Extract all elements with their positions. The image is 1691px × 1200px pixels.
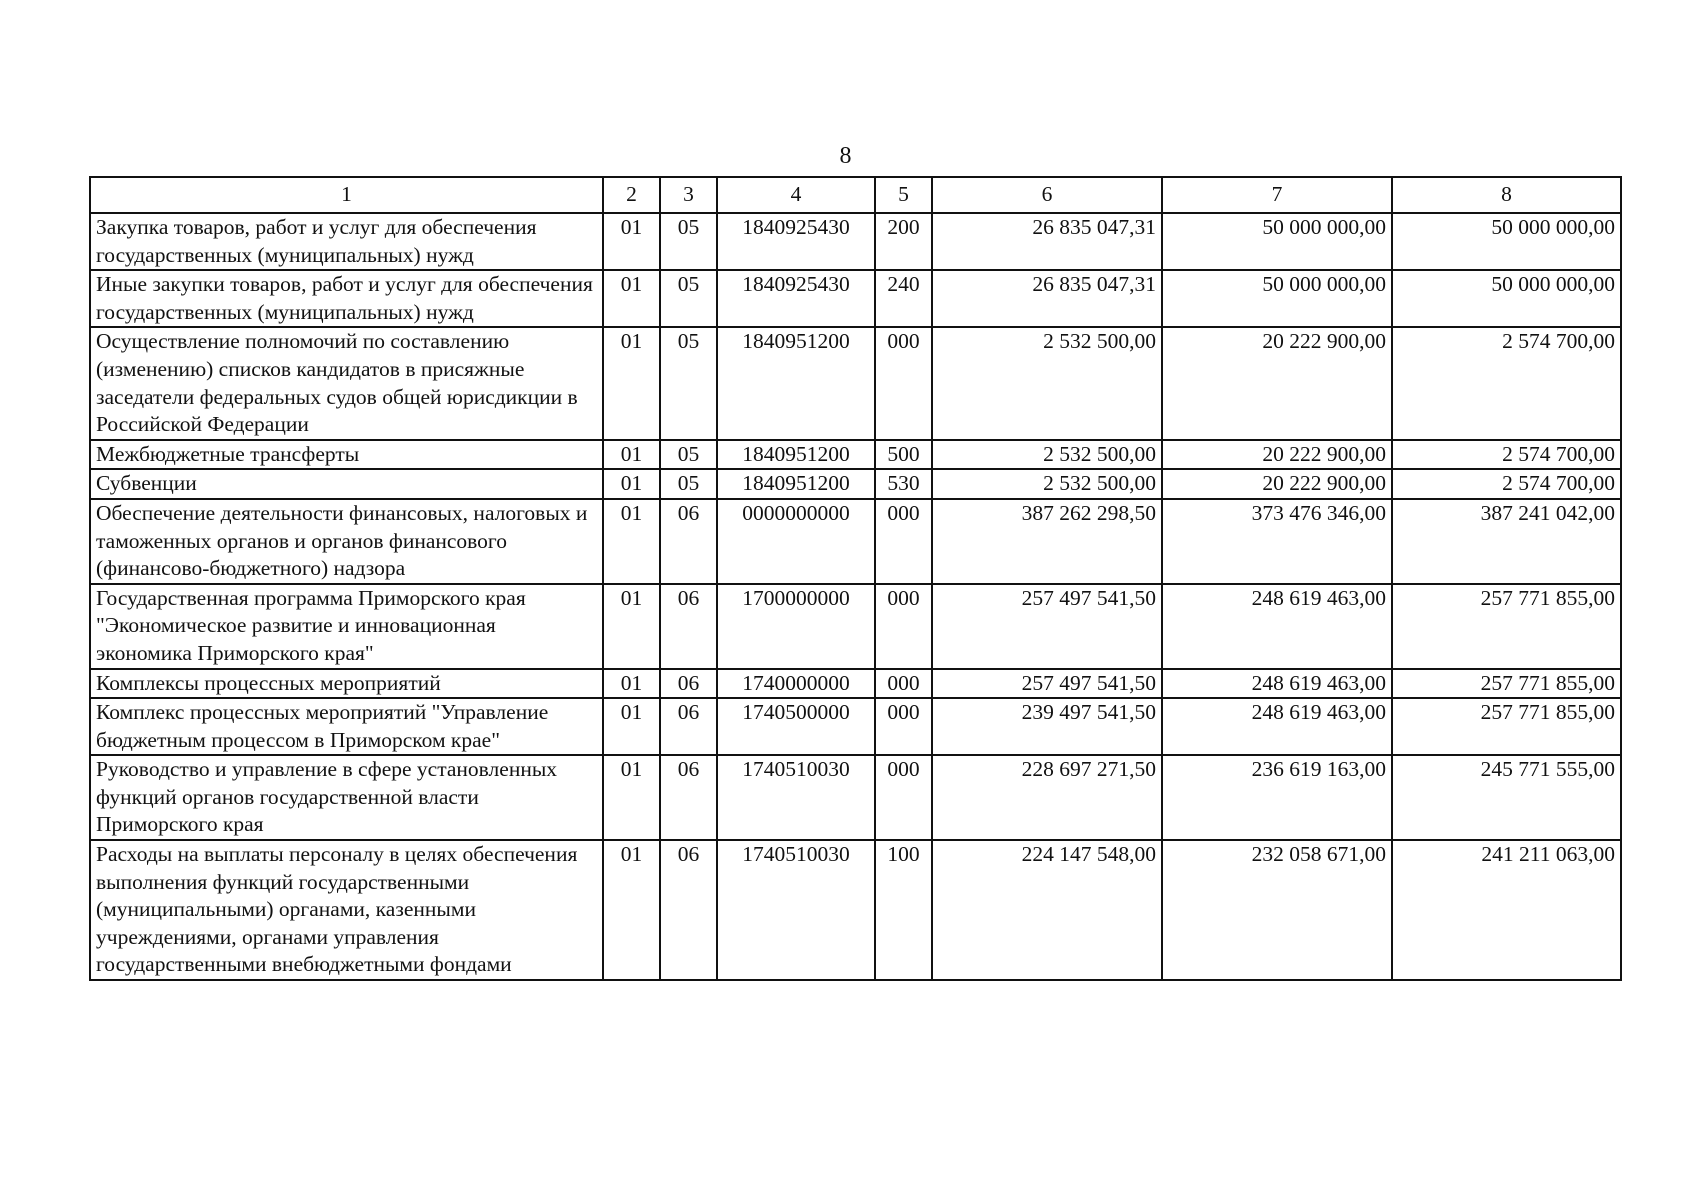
column-header: 2 bbox=[603, 177, 660, 213]
expense-type-code: 000 bbox=[875, 499, 932, 584]
section-code: 01 bbox=[603, 698, 660, 755]
column-header: 7 bbox=[1162, 177, 1392, 213]
amount-col7: 20 222 900,00 bbox=[1162, 469, 1392, 499]
budget-table bbox=[89, 176, 1622, 981]
amount-col7: 50 000 000,00 bbox=[1162, 270, 1392, 327]
amount-col7: 232 058 671,00 bbox=[1162, 840, 1392, 980]
table-row bbox=[90, 669, 1621, 699]
amount-col6: 257 497 541,50 bbox=[932, 669, 1162, 699]
subsection-code: 05 bbox=[660, 327, 717, 439]
column-header: 6 bbox=[932, 177, 1162, 213]
expense-type-code: 240 bbox=[875, 270, 932, 327]
amount-col8: 387 241 042,00 bbox=[1392, 499, 1621, 584]
amount-col8: 50 000 000,00 bbox=[1392, 213, 1621, 270]
expense-type-code: 000 bbox=[875, 669, 932, 699]
amount-col7: 236 619 163,00 bbox=[1162, 755, 1392, 840]
amount-col7: 20 222 900,00 bbox=[1162, 327, 1392, 439]
section-code: 01 bbox=[603, 499, 660, 584]
amount-col6: 2 532 500,00 bbox=[932, 440, 1162, 470]
expense-type-code: 530 bbox=[875, 469, 932, 499]
section-code: 01 bbox=[603, 669, 660, 699]
amount-col6: 26 835 047,31 bbox=[932, 270, 1162, 327]
target-article-code: 0000000000 bbox=[717, 499, 875, 584]
table-row bbox=[90, 755, 1621, 840]
amount-col7: 20 222 900,00 bbox=[1162, 440, 1392, 470]
amount-col8: 2 574 700,00 bbox=[1392, 469, 1621, 499]
target-article-code: 1740510030 bbox=[717, 840, 875, 980]
header-row bbox=[90, 177, 1621, 213]
expense-name: Комплексы процессных мероприятий bbox=[90, 669, 603, 699]
amount-col6: 26 835 047,31 bbox=[932, 213, 1162, 270]
amount-col6: 257 497 541,50 bbox=[932, 584, 1162, 669]
column-header: 8 bbox=[1392, 177, 1621, 213]
section-code: 01 bbox=[603, 469, 660, 499]
amount-col6: 228 697 271,50 bbox=[932, 755, 1162, 840]
section-code: 01 bbox=[603, 840, 660, 980]
section-code: 01 bbox=[603, 755, 660, 840]
amount-col8: 257 771 855,00 bbox=[1392, 698, 1621, 755]
table-row bbox=[90, 584, 1621, 669]
target-article-code: 1840951200 bbox=[717, 469, 875, 499]
subsection-code: 05 bbox=[660, 213, 717, 270]
amount-col7: 248 619 463,00 bbox=[1162, 698, 1392, 755]
target-article-code: 1840925430 bbox=[717, 213, 875, 270]
expense-name: Руководство и управление в сфере установленных функций органов государственной власти Приморского края bbox=[90, 755, 603, 840]
amount-col8: 2 574 700,00 bbox=[1392, 440, 1621, 470]
expense-type-code: 100 bbox=[875, 840, 932, 980]
subsection-code: 06 bbox=[660, 499, 717, 584]
table-row bbox=[90, 327, 1621, 439]
expense-name: Комплекс процессных мероприятий "Управление бюджетным процессом в Приморском крае" bbox=[90, 698, 603, 755]
expense-name: Расходы на выплаты персоналу в целях обеспечения выполнения функций государственными (муниципальными) органами, казенными учреждениями, органами управления государственными внебюджетными фондами bbox=[90, 840, 603, 980]
target-article-code: 1700000000 bbox=[717, 584, 875, 669]
subsection-code: 05 bbox=[660, 469, 717, 499]
table-row bbox=[90, 499, 1621, 584]
amount-col7: 248 619 463,00 bbox=[1162, 584, 1392, 669]
table-row bbox=[90, 270, 1621, 327]
column-header: 1 bbox=[90, 177, 603, 213]
amount-col6: 2 532 500,00 bbox=[932, 327, 1162, 439]
subsection-code: 05 bbox=[660, 440, 717, 470]
column-header: 3 bbox=[660, 177, 717, 213]
expense-name: Государственная программа Приморского края "Экономическое развитие и инновационная экономика Приморского края" bbox=[90, 584, 603, 669]
subsection-code: 06 bbox=[660, 669, 717, 699]
subsection-code: 06 bbox=[660, 755, 717, 840]
target-article-code: 1840925430 bbox=[717, 270, 875, 327]
expense-name: Субвенции bbox=[90, 469, 603, 499]
column-header: 4 bbox=[717, 177, 875, 213]
amount-col6: 387 262 298,50 bbox=[932, 499, 1162, 584]
expense-type-code: 000 bbox=[875, 327, 932, 439]
table-row bbox=[90, 840, 1621, 980]
amount-col8: 245 771 555,00 bbox=[1392, 755, 1621, 840]
table-row bbox=[90, 698, 1621, 755]
section-code: 01 bbox=[603, 327, 660, 439]
column-header: 5 bbox=[875, 177, 932, 213]
expense-type-code: 200 bbox=[875, 213, 932, 270]
amount-col7: 50 000 000,00 bbox=[1162, 213, 1392, 270]
subsection-code: 05 bbox=[660, 270, 717, 327]
section-code: 01 bbox=[603, 584, 660, 669]
amount-col6: 2 532 500,00 bbox=[932, 469, 1162, 499]
expense-type-code: 000 bbox=[875, 584, 932, 669]
amount-col8: 2 574 700,00 bbox=[1392, 327, 1621, 439]
subsection-code: 06 bbox=[660, 584, 717, 669]
section-code: 01 bbox=[603, 270, 660, 327]
table-row bbox=[90, 469, 1621, 499]
amount-col8: 50 000 000,00 bbox=[1392, 270, 1621, 327]
expense-name: Закупка товаров, работ и услуг для обеспечения государственных (муниципальных) нужд bbox=[90, 213, 603, 270]
target-article-code: 1740000000 bbox=[717, 669, 875, 699]
expense-name: Обеспечение деятельности финансовых, налоговых и таможенных органов и органов финансового (финансово-бюджетного) надзора bbox=[90, 499, 603, 584]
amount-col8: 257 771 855,00 bbox=[1392, 584, 1621, 669]
target-article-code: 1840951200 bbox=[717, 440, 875, 470]
section-code: 01 bbox=[603, 213, 660, 270]
expense-name: Иные закупки товаров, работ и услуг для обеспечения государственных (муниципальных) нужд bbox=[90, 270, 603, 327]
expense-type-code: 000 bbox=[875, 755, 932, 840]
amount-col7: 248 619 463,00 bbox=[1162, 669, 1392, 699]
expense-type-code: 500 bbox=[875, 440, 932, 470]
expense-name: Осуществление полномочий по составлению (изменению) списков кандидатов в присяжные заседатели федеральных судов общей юрисдикции в Российской Федерации bbox=[90, 327, 603, 439]
section-code: 01 bbox=[603, 440, 660, 470]
amount-col8: 241 211 063,00 bbox=[1392, 840, 1621, 980]
expense-name: Межбюджетные трансферты bbox=[90, 440, 603, 470]
target-article-code: 1840951200 bbox=[717, 327, 875, 439]
subsection-code: 06 bbox=[660, 840, 717, 980]
target-article-code: 1740500000 bbox=[717, 698, 875, 755]
table-row bbox=[90, 440, 1621, 470]
table-row bbox=[90, 213, 1621, 270]
amount-col7: 373 476 346,00 bbox=[1162, 499, 1392, 584]
amount-col8: 257 771 855,00 bbox=[1392, 669, 1621, 699]
page-number: 8 bbox=[839, 143, 852, 169]
subsection-code: 06 bbox=[660, 698, 717, 755]
amount-col6: 224 147 548,00 bbox=[932, 840, 1162, 980]
expense-type-code: 000 bbox=[875, 698, 932, 755]
target-article-code: 1740510030 bbox=[717, 755, 875, 840]
amount-col6: 239 497 541,50 bbox=[932, 698, 1162, 755]
